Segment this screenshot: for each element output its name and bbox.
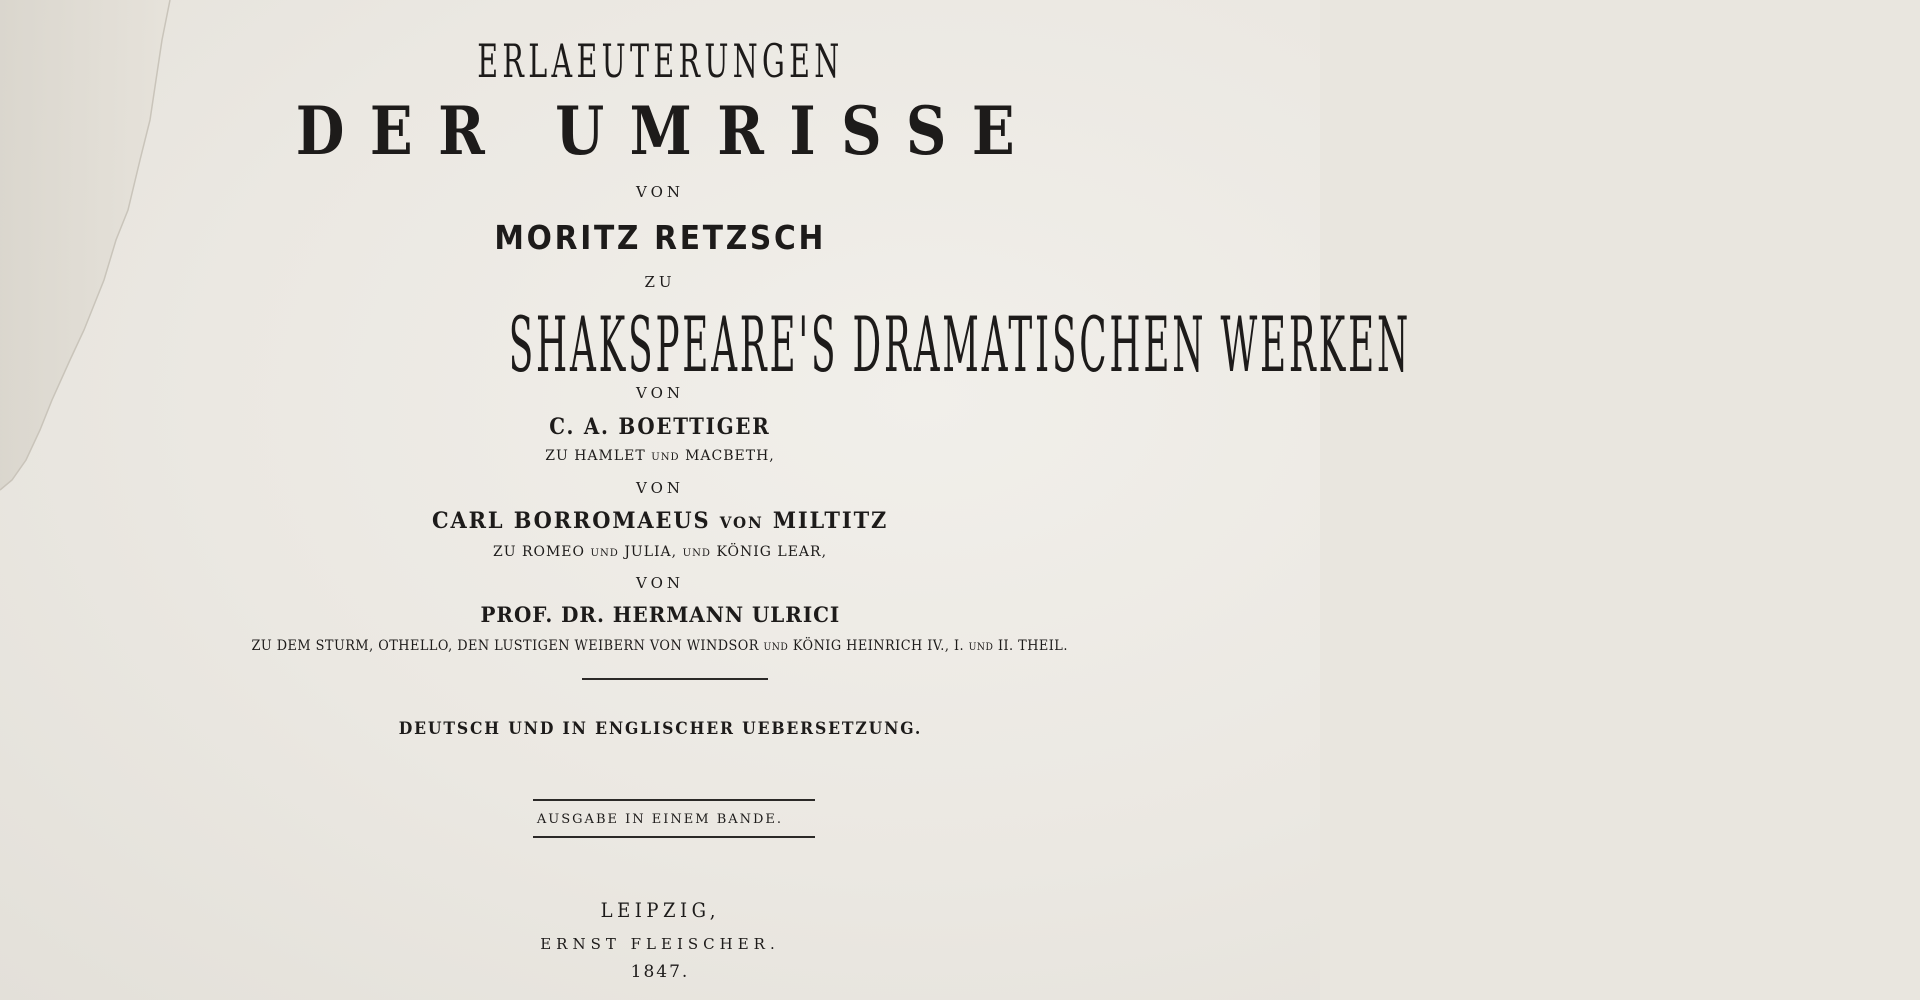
author-ulrici: PROF. DR. HERMANN ULRICI bbox=[480, 602, 840, 627]
translation-note-line bbox=[0, 719, 1320, 739]
edition-text: AUSGABE IN EINEM BANDE. bbox=[536, 812, 784, 827]
von-line-3 bbox=[0, 478, 1320, 497]
edition-rule-bottom bbox=[533, 836, 815, 838]
plays-text: ZU ROMEO bbox=[492, 544, 585, 560]
artist-line bbox=[0, 218, 1320, 257]
artist-name: MORITZ RETZSCH bbox=[494, 218, 826, 257]
imprint-year-line bbox=[0, 962, 1320, 982]
edition-rule-top bbox=[533, 799, 815, 801]
von-text: VON bbox=[636, 574, 684, 592]
und-text: UND bbox=[682, 548, 711, 559]
main-title: SHAKSPEARE'S DRAMATISCHEN WERKEN bbox=[508, 300, 1412, 389]
plays-text: KÖNIG HEINRICH IV., I. bbox=[793, 638, 965, 654]
zu-text: ZU bbox=[644, 273, 676, 291]
und-text: UND bbox=[968, 642, 994, 653]
und-text: UND bbox=[590, 548, 619, 559]
ulrici-plays-line bbox=[0, 635, 1320, 654]
plays-text: KÖNIG LEAR, bbox=[716, 544, 828, 560]
und-text: UND bbox=[763, 642, 789, 653]
imprint-publisher: ERNST FLEISCHER. bbox=[540, 935, 780, 953]
author-name-part: CARL BORROMAEUS bbox=[431, 508, 711, 534]
divider-rule bbox=[582, 678, 768, 680]
von-text: VON bbox=[636, 183, 684, 201]
von-line-1 bbox=[0, 182, 1320, 201]
plays-text: MACBETH, bbox=[685, 448, 775, 464]
von-line-2 bbox=[0, 383, 1320, 402]
miltitz-plays bbox=[493, 544, 827, 560]
zu-line bbox=[0, 272, 1320, 291]
author-miltitz bbox=[432, 508, 888, 534]
imprint-year: 1847. bbox=[630, 962, 690, 982]
und-text: UND bbox=[651, 452, 680, 463]
plays-text: ZU DEM STURM, OTHELLO, DEN LUSTIGEN WEIBERN VON WINDSOR bbox=[251, 638, 760, 654]
von-text: VON bbox=[719, 513, 764, 532]
title-line-erlaeuterungen bbox=[0, 34, 1320, 88]
imprint-place-line bbox=[0, 898, 1320, 922]
plays-text: JULIA, bbox=[624, 544, 678, 560]
von-line-4 bbox=[0, 573, 1320, 592]
title-line-der-umrisse bbox=[0, 92, 1320, 170]
author-ulrici-line bbox=[0, 602, 1320, 627]
plays-text: ZU HAMLET bbox=[545, 448, 646, 464]
author-boettiger: C. A. BOETTIGER bbox=[549, 414, 771, 440]
von-text: VON bbox=[636, 384, 684, 402]
miltitz-plays-line bbox=[0, 541, 1320, 560]
von-text: VON bbox=[636, 479, 684, 497]
author-name-part: MILTITZ bbox=[772, 508, 889, 534]
translation-note: DEUTSCH UND IN ENGLISCHER UEBERSETZUNG. bbox=[398, 719, 922, 739]
der-umrisse-text: DER UMRISSE bbox=[295, 92, 1041, 170]
boettiger-plays-line bbox=[0, 445, 1320, 464]
boettiger-plays bbox=[545, 448, 774, 464]
imprint-publisher-line bbox=[0, 934, 1320, 953]
ulrici-plays bbox=[252, 638, 1068, 654]
author-boettiger-line bbox=[0, 414, 1320, 440]
plays-text: II. THEIL. bbox=[998, 638, 1069, 654]
author-miltitz-line bbox=[0, 508, 1320, 534]
edition-line bbox=[0, 808, 1320, 827]
main-title-line bbox=[0, 300, 1412, 389]
erlaeuterungen-text: ERLAEUTERUNGEN bbox=[476, 34, 844, 88]
imprint-place: LEIPZIG, bbox=[600, 898, 720, 922]
